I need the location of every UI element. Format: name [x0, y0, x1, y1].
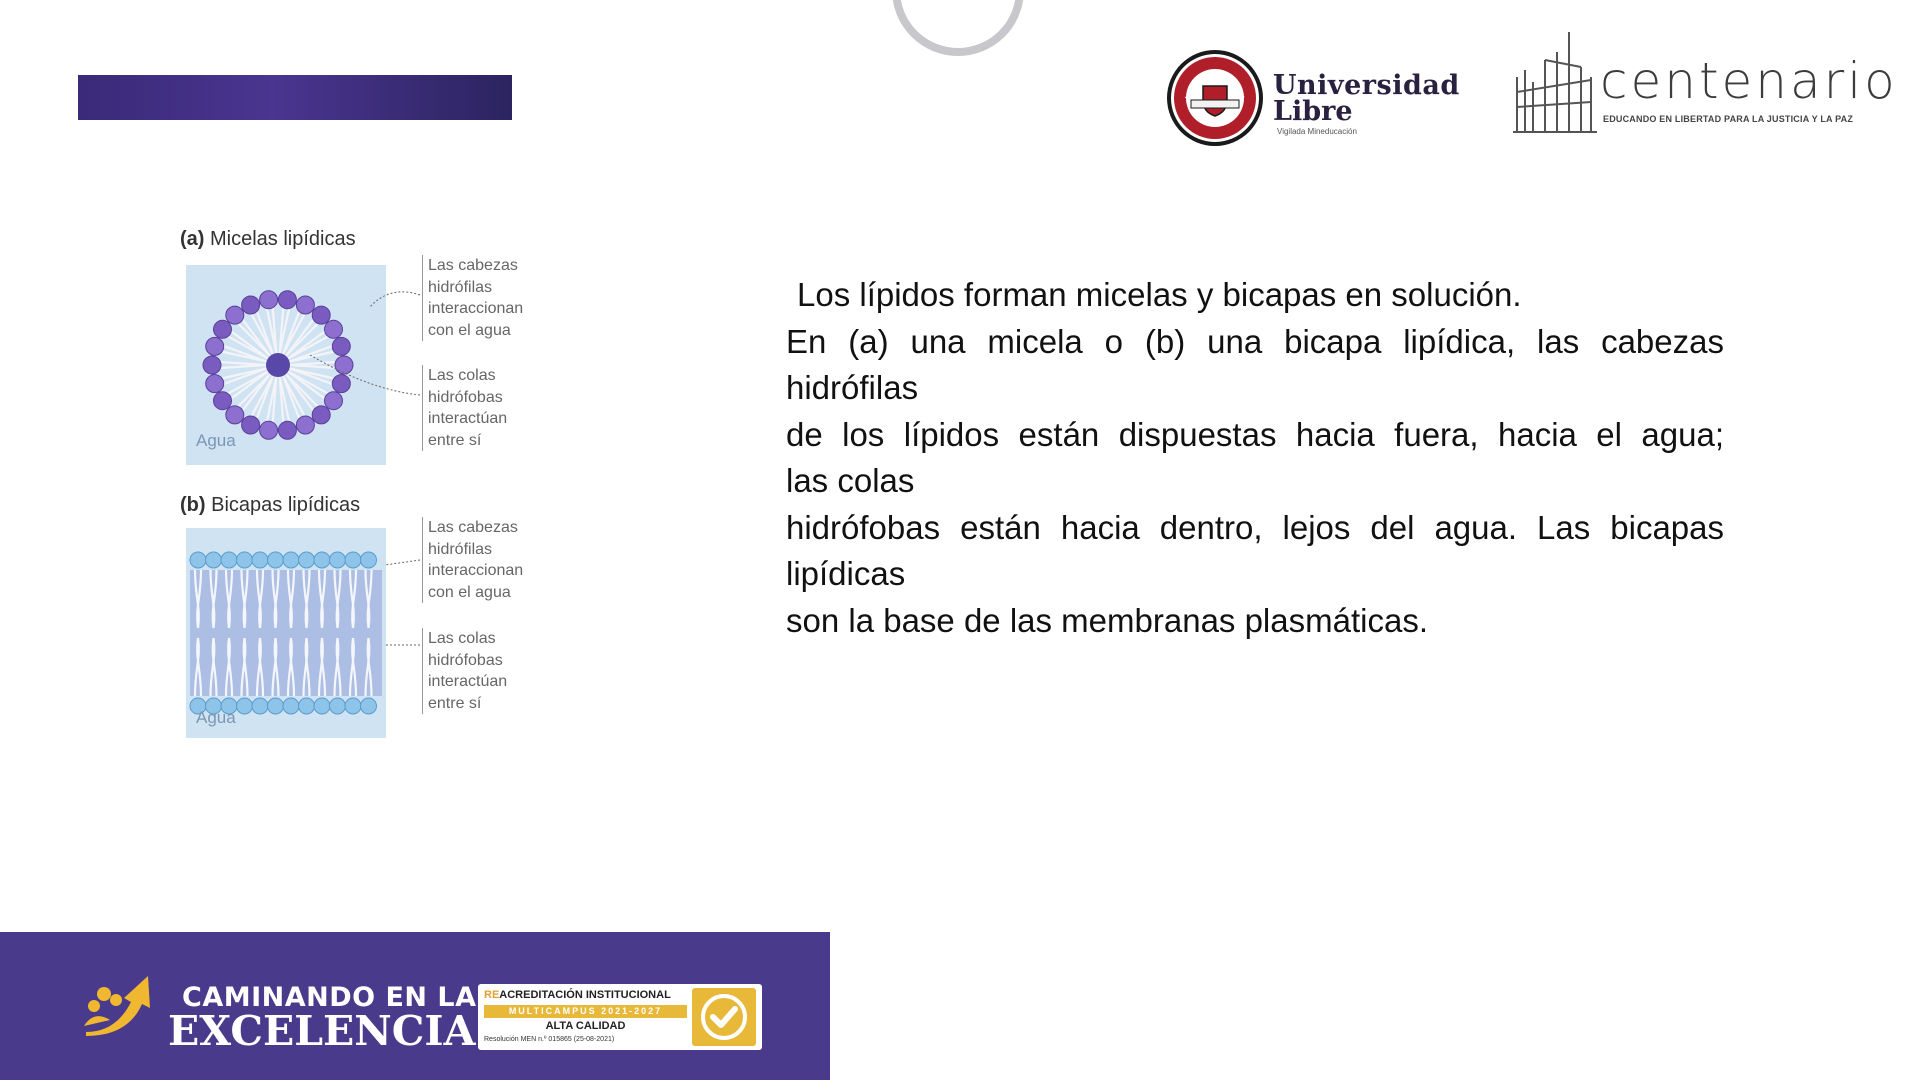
panel-a-water-label: Agua [196, 431, 236, 450]
university-name-line1: Universidad [1273, 70, 1460, 101]
text-line: hidrófilas [786, 369, 919, 406]
centenario-wordmark: centenario [1600, 52, 1898, 110]
panel-a-tails-note: Las colas hidrófobas interactúan entre sí [422, 365, 507, 451]
accreditation-title-text: ACREDITACIÓN INSTITUCIONAL [499, 989, 671, 1001]
footer-banner [0, 932, 830, 1080]
lipid-figure [170, 225, 590, 745]
text-line: son la base de las membranas plasmáticas. [786, 601, 1428, 639]
panel-b-water-label: Agua [196, 708, 236, 727]
accreditation-prefix: RE [484, 989, 500, 1001]
panel-b-tails-note: Las colas hidrófobas interactúan entre sí [422, 628, 507, 714]
main-paragraph [786, 272, 1724, 644]
people-arrow-icon [76, 962, 176, 1042]
panel-a-title-text: Micelas lipídicas [210, 228, 356, 250]
panel-b-heads-note: Las cabezas hidrófilas interaccionan con el agua [422, 517, 523, 603]
text-line: Los lípidos forman micelas y bicapas en solución. [797, 276, 1522, 313]
panel-a-heads-note: Las cabezas hidrófilas interaccionan con el agua [422, 255, 523, 341]
university-name-line2: Libre [1273, 96, 1353, 127]
panel-b-title-text: Bicapas lipídicas [211, 494, 361, 516]
text-line: En (a) una micela o (b) una bicapa lipídica, las cabezas [786, 322, 1724, 360]
text-line: de los lípidos están dispuestas hacia fuera, hacia el agua; [786, 415, 1724, 453]
decorative-ring [888, 0, 1028, 60]
check-badge [692, 988, 756, 1046]
header-accent-bar [78, 75, 512, 120]
accreditation-quality: ALTA CALIDAD [545, 1020, 626, 1032]
text-line: hidrófobas están hacia dentro, lejos del agua. Las bicapas [786, 508, 1724, 546]
slogan-line1: CAMINANDO EN LA [182, 982, 477, 1013]
university-motto: Vigilada Mineducación [1277, 127, 1357, 136]
accreditation-badge [478, 984, 762, 1050]
accreditation-band: MULTICAMPUS 2021-2027 [484, 1005, 687, 1018]
text-line: las colas [786, 462, 915, 499]
accreditation-title [484, 989, 671, 1001]
check-icon [692, 988, 756, 1046]
accreditation-resolution: Resolución MEN n.º 015865 (25-08-2021) [484, 1036, 615, 1043]
centenario-tagline: EDUCANDO EN LIBERTAD PARA LA JUSTICIA Y LA PAZ [1603, 114, 1854, 124]
panel-a-letter: (a) [180, 228, 205, 250]
panel-b-letter: (b) [180, 494, 206, 516]
building-icon [1505, 22, 1600, 142]
centenario-logo [1505, 22, 1898, 142]
university-seal [1165, 48, 1265, 148]
slogan-line2: EXCELENCIA [168, 1007, 476, 1055]
figure-pointers [170, 225, 590, 745]
universidad-libre-logo [1165, 48, 1480, 150]
text-line: lipídicas [786, 555, 906, 592]
